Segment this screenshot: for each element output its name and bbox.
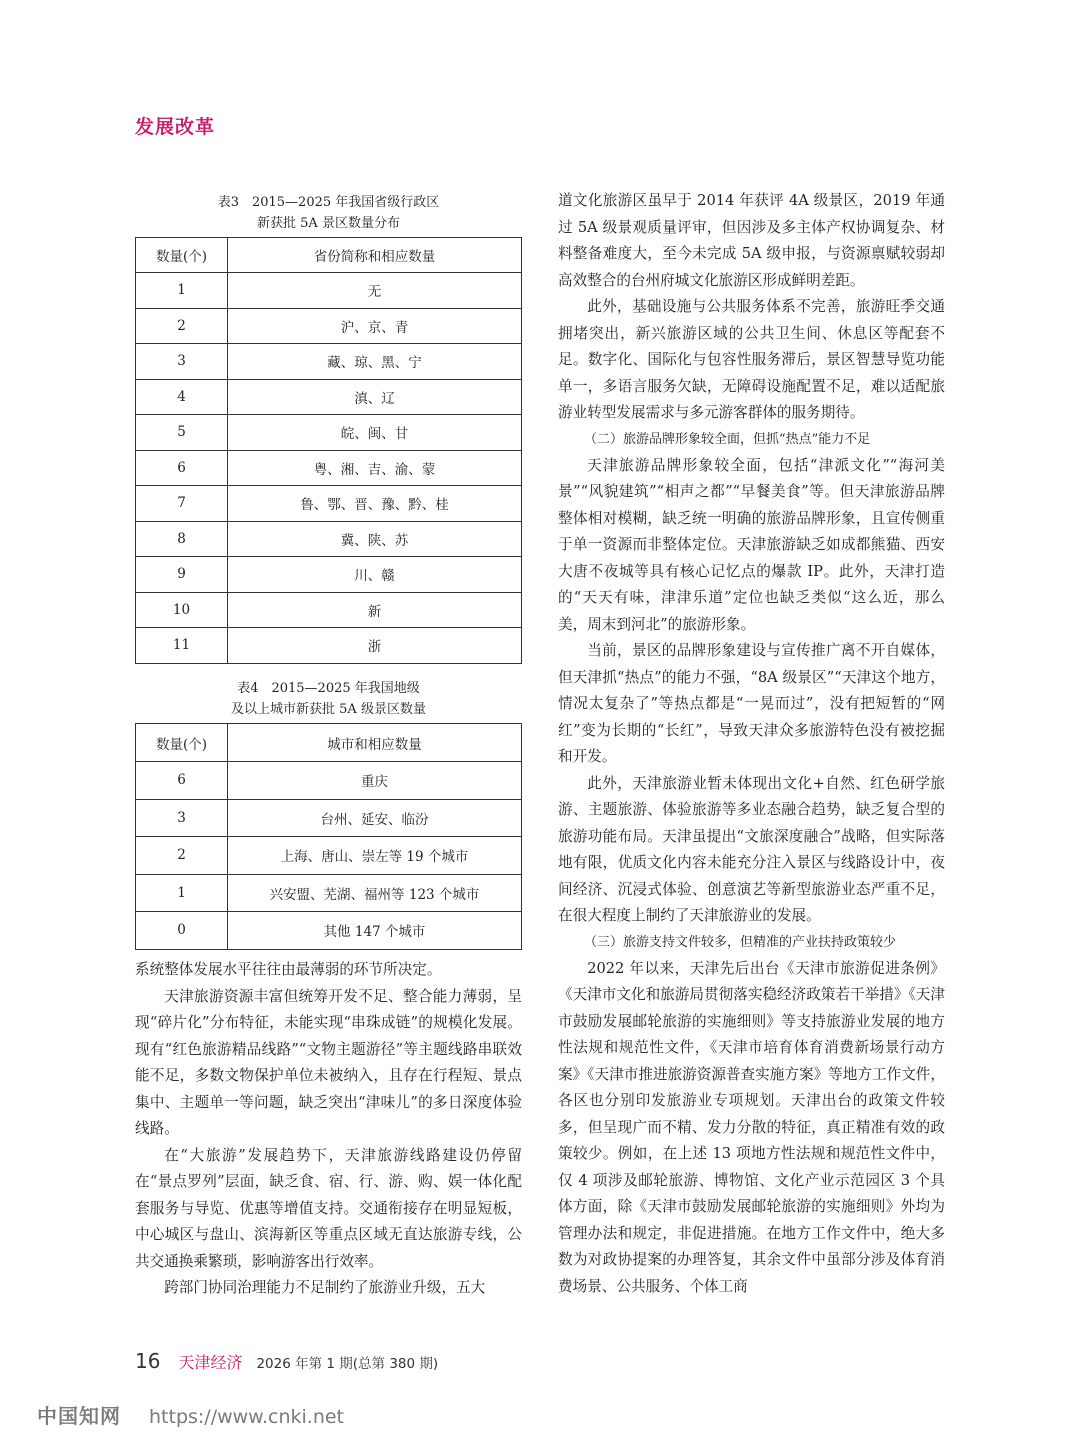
table-row [136,521,522,557]
table-cell: 7 [136,486,228,522]
paragraph: 跨部门协同治理能力不足制约了旅游业升级，五大 [164,1279,486,1296]
section-title: 发展改革 [135,116,216,138]
table-cell: 2 [136,837,228,875]
table-row [136,628,522,664]
table-row [136,557,522,593]
table-row [136,799,522,837]
table4-header-cities: 城市和相应数量 [228,724,522,762]
table3-header-provinces: 省份简称和相应数量 [228,238,522,273]
table-cell: 6 [136,762,228,800]
table-cell: 3 [136,344,228,380]
table-cell: 3 [136,799,228,837]
issue-info: 2026 年第 1 期(总第 380 期) [256,1356,439,1372]
table-row [136,344,522,380]
table3-header-row [136,238,522,273]
cnki-watermark [37,1400,344,1429]
table-row [136,450,522,486]
table4-header-count: 数量(个) [136,724,228,762]
journal-name: 天津经济 [178,1353,243,1372]
table-cell: 台州、延安、临汾 [228,799,522,837]
table-cell: 新 [228,592,522,628]
table-cell: 10 [136,592,228,628]
left-column-text [135,957,522,1302]
table3-caption-line1: 表3 2015—2025 年我国省级行政区 [217,195,440,210]
table4-caption-line2: 及以上城市新获批 5A 级景区数量 [231,702,426,717]
table-cell: 9 [136,557,228,593]
subsection-heading: （二）旅游品牌形象较全面，但抓“热点”能力不足 [584,431,871,447]
table-row [136,837,522,875]
paragraph: 此外，基础设施与公共服务体系不完善，旅游旺季交通拥堵突出，新兴旅游区域的公共卫生间、休息区等配套不足。数字化、国际化与包容性服务滞后，景区智慧导览功能单一，多语言服务欠缺，无障碍设施配置不足，难以适配旅游业转型发展需求与多元游客群体的服务期待。 [558,298,945,421]
table-cell: 5 [136,415,228,451]
paragraph: 在“大旅游”发展趋势下，天津旅游线路建设仍停留在“景点罗列”层面，缺乏食、宿、行、游、购、娱一体化配套服务与导览、优惠等增值支持。交通衔接存在明显短板，中心城区与盘山、滨海新区等重点区域无直达旅游专线，公共交通换乘繁琐，影响游客出行效率。 [135,1146,522,1270]
table-row [136,486,522,522]
table3-caption-line2: 新获批 5A 景区数量分布 [257,216,400,231]
table-cell: 川、赣 [228,557,522,593]
table-cell: 4 [136,379,228,415]
page-footer [135,1349,438,1373]
paragraph: 2022 年以来，天津先后出台《天津市旅游促进条例》《天津市文化和旅游局贯彻落实稳经济政策若干举措》《天津市鼓励发展邮轮旅游的实施细则》等支持旅游业发展的地方性法规和规范性文件，《天津市培育体育消费新场景行动方案》《天津市推进旅游资源普查实施方案》等地方工作文件，各区也分别印发旅游业专项规划。天津出台的政策文件较多，但呈现广而不精、发力分散的特征，真正精准有效的政策较少。例如，在上述 13 项地方性法规和规范性文件中，仅 4 项涉及邮轮旅游、博物馆、文化产业示范园区 3 个具体方面，除《天津市鼓励发展邮轮旅游的实施细则》外均为管理办法和规定，非促进措施。在地方工作文件中，绝大多数为对政协提案的办理答复，其余文件中虽部分涉及体育消费场景、公共服务、个体工商 [558,959,945,1295]
table-cell: 浙 [228,628,522,664]
paragraph: 道文化旅游区虽早于 2014 年获评 4A 级景区，2019 年通过 5A 级景观质量评审，但因涉及多主体产权协调复杂、材料整备难度大，至今未完成 5A 级申报，与资源禀赋较弱却高效整合的台州府城文化旅游区形成鲜明差距。 [558,192,945,289]
table-cell: 上海、唐山、崇左等 19 个城市 [228,837,522,875]
table-cell: 粤、湘、吉、渝、蒙 [228,450,522,486]
table-row [136,592,522,628]
watermark-site-name: 中国知网 [37,1404,121,1428]
table4-header-row [136,724,522,762]
table-row [136,379,522,415]
table-cell: 无 [228,273,522,309]
table-cell: 重庆 [228,762,522,800]
table3-header-count: 数量(个) [136,238,228,273]
table-row [136,874,522,912]
table-cell: 滇、辽 [228,379,522,415]
table-row [136,762,522,800]
subsection-heading: （三）旅游支持文件较多，但精准的产业扶持政策较少 [584,934,897,950]
table-cell: 鲁、鄂、晋、豫、黔、桂 [228,486,522,522]
table-cell: 冀、陕、苏 [228,521,522,557]
paragraph: 天津旅游资源丰富但统筹开发不足、整合能力薄弱，呈现“碎片化”分布特征，未能实现“串珠成链”的规模化发展。现有“红色旅游精品线路”“文物主题游径”等主题线路串联效能不足，多数文物保护单位未被纳入，且存在行程短、景点集中、主题单一等问题，缺乏突出“津味儿”的多日深度体验线路。 [135,987,522,1137]
table-cell: 11 [136,628,228,664]
table-cell: 8 [136,521,228,557]
table4-caption [135,678,522,720]
paragraph: 系统整体发展水平往往由最薄弱的环节所决定。 [135,961,442,978]
table-row [136,912,522,950]
table-cell: 0 [136,912,228,950]
paragraph: 当前，景区的品牌形象建设与宣传推广离不开自媒体，但天津抓“热点”的能力不强，“8A 级景区”“天津这个地方，情况太复杂了”等热点都是“一晃而过”，没有把短暂的“网红”变为长期的“长红”，导致天津众多旅游特色没有被挖掘和开发。 [558,642,945,765]
table-cell: 沪、京、青 [228,308,522,344]
page-number: 16 [135,1349,161,1373]
table3 [135,237,522,664]
table-row [136,273,522,309]
table-cell: 2 [136,308,228,344]
table-cell: 兴安盟、芜湖、福州等 123 个城市 [228,874,522,912]
right-column-text [558,188,945,1300]
table-cell: 皖、闽、甘 [228,415,522,451]
table-row [136,415,522,451]
table-cell: 藏、琼、黑、宁 [228,344,522,380]
table-cell: 其他 147 个城市 [228,912,522,950]
table-cell: 1 [136,273,228,309]
paragraph: 此外，天津旅游业暂未体现出文化+自然、红色研学旅游、主题旅游、体验旅游等多业态融合趋势，缺乏复合型的旅游功能布局。天津虽提出“文旅深度融合”战略，但实际落地有限，优质文化内容未能充分注入景区与线路设计中，夜间经济、沉浸式体验、创意演艺等新型旅游业态严重不足，在很大程度上制约了天津旅游业的发展。 [558,774,945,924]
table-cell: 1 [136,874,228,912]
table-row [136,308,522,344]
table3-caption [135,192,522,234]
paragraph: 天津旅游品牌形象较全面，包括“津派文化”“海河美景”“风貌建筑”“相声之都”“早餐美食”等。但天津旅游品牌整体相对模糊，缺乏统一明确的旅游品牌形象，且宣传侧重于单一资源而非整体定位。天津旅游缺乏如成都熊猫、西安大唐不夜城等具有核心记忆点的爆款 IP。此外，天津打造的“天天有味，津津乐道”定位也缺乏类似“这么近，那么美，周末到河北”的旅游形象。 [558,456,945,633]
table4 [135,723,522,950]
watermark-url: https://www.cnki.net [149,1406,345,1428]
table4-caption-line1: 表4 2015—2025 年我国地级 [237,681,420,696]
table-cell: 6 [136,450,228,486]
